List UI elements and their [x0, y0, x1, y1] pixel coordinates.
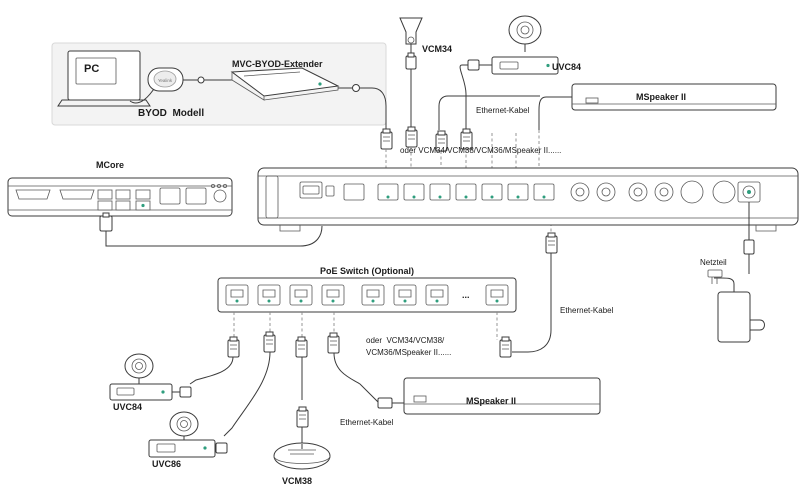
uvc84-top-device [462, 16, 558, 74]
poe-switch-label: PoE Switch (Optional) [320, 266, 414, 276]
hub-poe-midcable-connector [500, 337, 511, 357]
uvc84-top-label: UVC84 [552, 62, 582, 72]
rj45-plug-top-1 [381, 129, 392, 149]
byod-panel-group [52, 43, 386, 125]
hub-to-poe-connector [546, 233, 557, 253]
mcore-label: MCore [96, 160, 125, 170]
poe-switch-device [218, 278, 516, 312]
oder-top-label: oder VCM34/VCM38/VCM36/MSpeaker II...... [400, 146, 562, 155]
pc-laptop [58, 51, 150, 106]
main-hub-device [258, 168, 798, 231]
netzteil-label: Netzteil [700, 258, 727, 267]
uvc86-bottom-device [149, 412, 227, 457]
vcm38-bottom-device [274, 443, 330, 469]
vcm34-top-label: VCM34 [422, 44, 453, 54]
uvc84-bottom-label: UVC84 [113, 402, 143, 412]
byod-dongle [148, 68, 183, 91]
mcore-device [8, 178, 232, 216]
pc-label: PC [84, 63, 100, 75]
ethernet-mid-label: Ethernet-Kabel [560, 306, 614, 315]
oder-mid-label-line1: oder VCM34/VCM38/ [366, 336, 445, 345]
ethernet-top-label: Ethernet-Kabel [476, 106, 530, 115]
ethernet-bottom-label: Ethernet-Kabel [340, 418, 394, 427]
byod-model-label: BYOD Modell [138, 108, 205, 119]
rj45-plug-top-2 [406, 127, 417, 147]
svg-text:Yealink: Yealink [157, 78, 173, 83]
uvc84-bottom-device [110, 354, 191, 400]
rj45-plug-poe-3 [296, 337, 307, 357]
byod-extender-label: MVC-BYOD-Extender [232, 59, 323, 69]
rj45-plug-poe-1 [228, 337, 239, 357]
poe-plug-row [228, 332, 339, 357]
mspeaker-top-label: MSpeaker II [636, 92, 687, 102]
vcm38-connector [297, 407, 308, 427]
rj45-plug-poe-4 [328, 333, 339, 353]
oder-mid-label-line2: VCM36/MSpeaker II...... [366, 348, 452, 357]
poe-dots-label: ... [462, 290, 470, 300]
uvc86-bottom-label: UVC86 [152, 459, 182, 469]
vcm34-top-device [400, 18, 422, 56]
vcm34-top-connector [406, 53, 416, 69]
rj45-plug-poe-2 [264, 332, 275, 352]
vcm38-bottom-label: VCM38 [282, 476, 313, 486]
mspeaker-bottom-label: MSpeaker II [466, 396, 517, 406]
